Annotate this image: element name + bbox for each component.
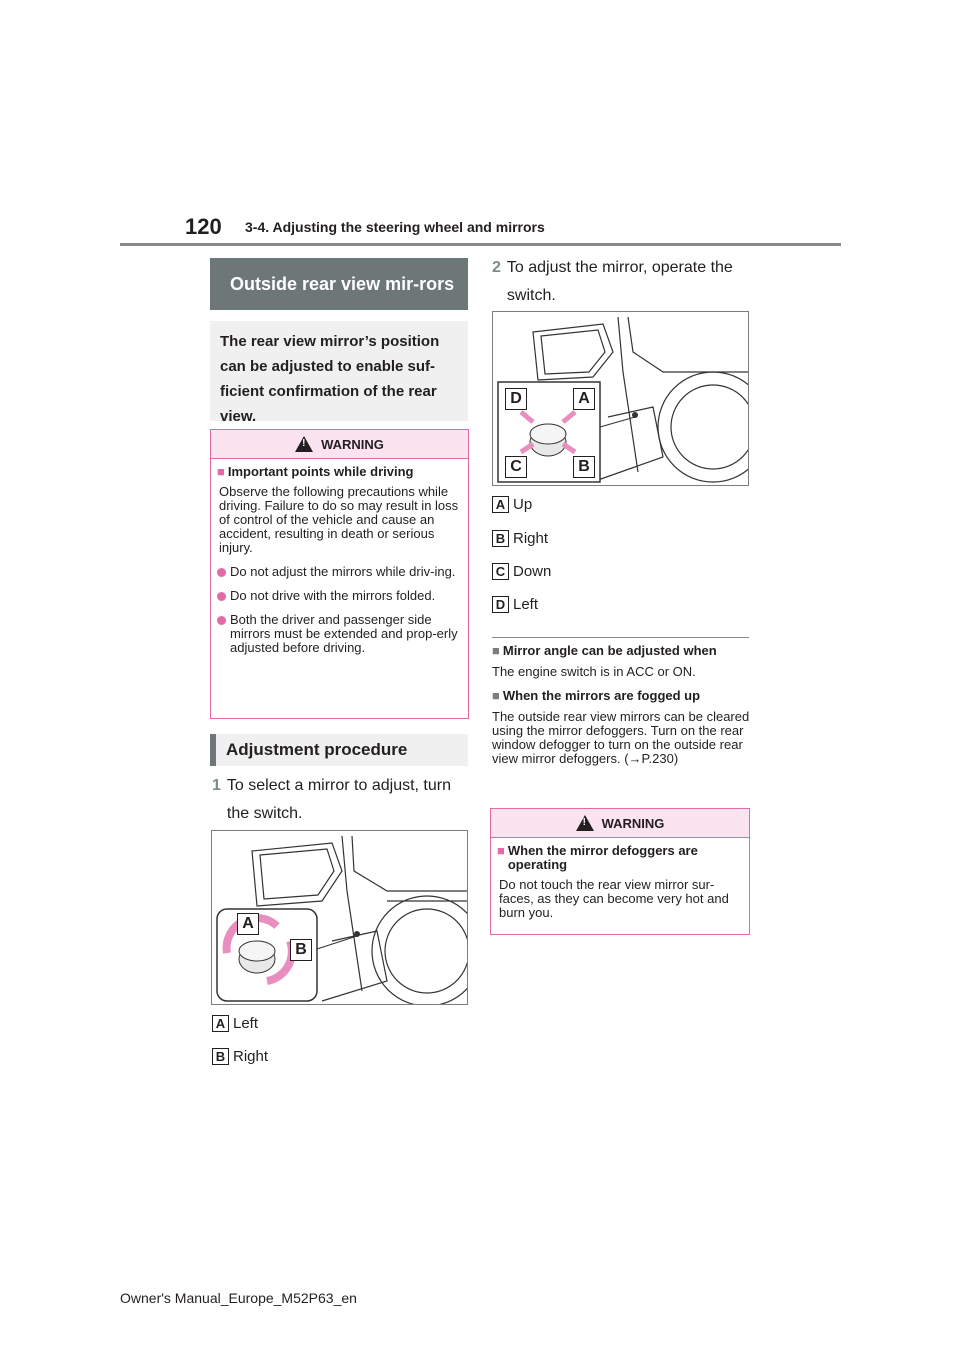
legend-text: Left: [233, 1015, 259, 1032]
legend-key: A: [212, 1015, 229, 1032]
step-text: To adjust the mirror, operate the switch.: [506, 259, 733, 304]
note-mirror-angle: [492, 643, 750, 679]
legend-key: A: [492, 496, 509, 513]
note-text: The outside rear view mirrors can be cleared using the mirror defoggers. Turn on the rear window defogger to turn on the outside rear view mirror defoggers. (→P.230): [492, 709, 750, 766]
note-title: [492, 688, 750, 703]
legend-key: C: [492, 563, 509, 580]
footer-text: Owner's Manual_Europe_M52P63_en: [120, 1290, 357, 1306]
legend-item: [212, 1015, 258, 1032]
step-2: [492, 254, 752, 310]
warning-triangle-icon: [576, 815, 594, 831]
figure-label: A: [237, 913, 259, 935]
page-number: 120: [185, 214, 222, 239]
note-title: [492, 643, 750, 658]
legend-item: [492, 496, 532, 513]
legend-item: [212, 1048, 268, 1065]
legend-text: Left: [513, 596, 539, 613]
note-fogged-mirrors: [492, 688, 750, 766]
warning-header-label: WARNING: [321, 436, 384, 452]
warning-subtitle-text: Important points while driving: [227, 464, 414, 479]
square-bullet-icon: ■: [217, 464, 225, 479]
legend-text: Right: [513, 530, 549, 547]
warning-bullet: [217, 613, 462, 655]
figure-label: C: [505, 456, 527, 478]
bullet-dot-icon: [217, 592, 226, 601]
warning-header: [211, 430, 468, 459]
header-rule: [120, 243, 841, 246]
section-title-adjustment: Adjustment procedure: [210, 734, 468, 766]
warning-subtitle: [217, 465, 462, 479]
warning-box-driving: [210, 429, 469, 719]
warning-bullet: [217, 589, 462, 603]
figure-mirror-adjust-switch: [492, 311, 749, 486]
square-bullet-icon: ■: [497, 843, 505, 858]
figure-label: B: [290, 939, 312, 961]
figure-label: D: [505, 388, 527, 410]
legend-text: Up: [513, 496, 533, 513]
note-title-text: Mirror angle can be adjusted when: [502, 643, 717, 658]
step-number: 1: [212, 777, 221, 794]
warning-bullet-text: Do not drive with the mirrors folded.: [230, 588, 436, 603]
warning-triangle-icon: [295, 436, 313, 452]
warning-header-label: WARNING: [601, 815, 665, 831]
legend-key: B: [492, 530, 509, 547]
warning-bullet: [217, 565, 462, 579]
legend-item: [492, 563, 551, 580]
warning-subtitle: [497, 844, 743, 872]
warning-bullet-text: Both the driver and passenger side mirrors must be extended and prop-erly adjusted before driving.: [230, 612, 458, 655]
figure-mirror-select-switch: [211, 830, 468, 1005]
figure-2-illustration: [493, 312, 749, 486]
legend-item: [492, 530, 548, 547]
legend-key: B: [212, 1048, 229, 1065]
legend-key: D: [492, 596, 509, 613]
chapter-title: 3-4. Adjusting the steering wheel and mirrors: [245, 219, 545, 235]
step-text: To select a mirror to adjust, turn the switch.: [226, 777, 451, 822]
bullet-dot-icon: [217, 616, 226, 625]
warning-paragraph: Observe the following precautions while driving. Failure to do so may result in loss of control of the vehicle and cause an accident, resulting in death or serious injury.: [219, 484, 459, 555]
section-intro: The rear view mirror’s position can be adjusted to enable suf-ficient confirmation of the rear view.: [210, 321, 468, 421]
note-text: The engine switch is in ACC or ON.: [492, 664, 696, 679]
figure-label: A: [573, 388, 595, 410]
warning-paragraph: Do not touch the rear view mirror sur-faces, as they can become very hot and burn you.: [499, 877, 729, 920]
square-bullet-icon: ■: [492, 643, 500, 658]
figure-label: B: [573, 456, 595, 478]
warning-header: [491, 809, 749, 838]
warning-box-defoggers: [490, 808, 750, 935]
section-title-outside-mirrors: Outside rear view mir-rors: [210, 258, 468, 310]
warning-subtitle-text: When the mirror defoggers are operating: [507, 843, 698, 872]
legend-item: [492, 596, 538, 613]
notes-rule: [492, 637, 749, 638]
legend-text: Right: [233, 1048, 269, 1065]
square-bullet-icon: ■: [492, 688, 500, 703]
warning-bullet-text: Do not adjust the mirrors while driv-ing.: [230, 564, 456, 579]
step-1: [212, 772, 472, 828]
step-number: 2: [492, 259, 501, 276]
legend-text: Down: [513, 563, 552, 580]
note-title-text: When the mirrors are fogged up: [502, 688, 701, 703]
bullet-dot-icon: [217, 568, 226, 577]
